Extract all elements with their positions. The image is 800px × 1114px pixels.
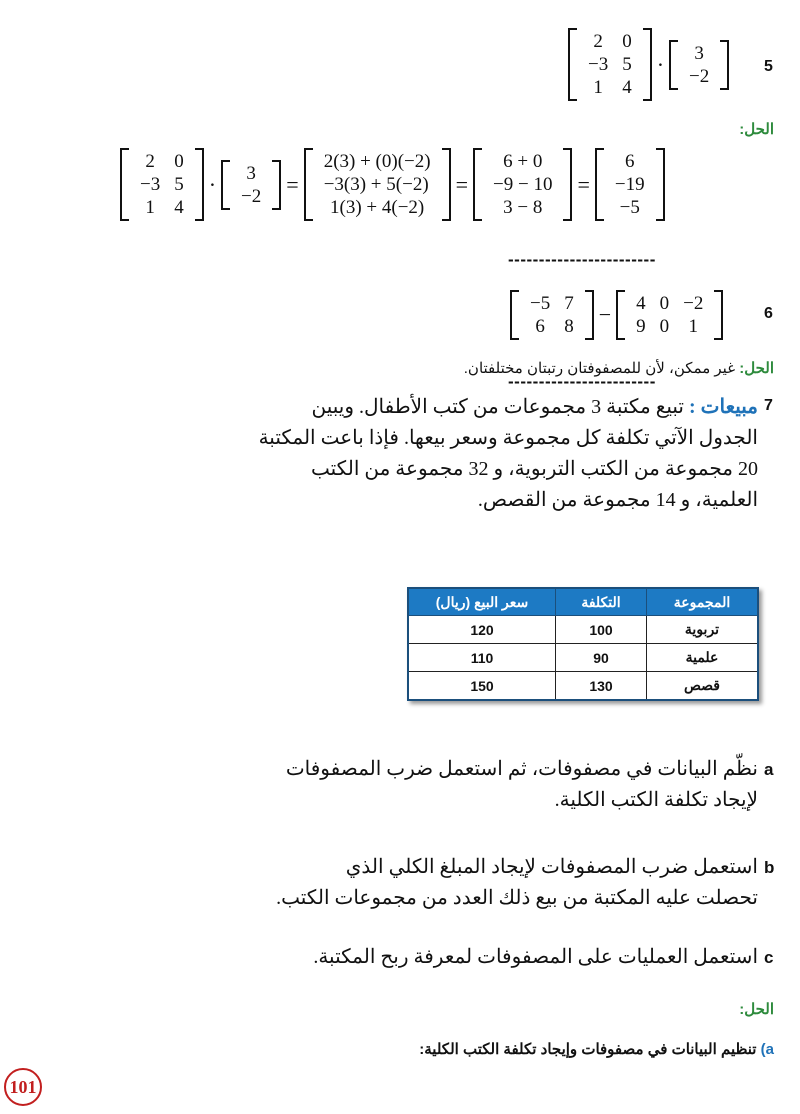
- q7-line: العلمية، و 14 مجموعة من القصص.: [477, 489, 758, 511]
- q5-solution: [120, 148, 665, 221]
- matrix-cell: −2: [683, 293, 704, 314]
- q5-problem: [568, 28, 729, 101]
- q6-solution-text: غير ممكن، لأن للمصفوفتان رتبتان مختلفتان.: [463, 360, 736, 377]
- table-cell: قصص: [647, 672, 759, 701]
- matrix-cell: −2: [689, 65, 710, 87]
- q5-sol-matrix-b: [221, 160, 281, 210]
- matrix-cell: 9: [636, 316, 646, 337]
- part-line: استعمل العمليات على المصفوفات لمعرفة ربح المكتبة.: [313, 946, 758, 968]
- table-header: المجموعة: [647, 588, 759, 616]
- part-line: تحصلت عليه المكتبة من بيع ذلك العدد من مجموعات الكتب.: [276, 887, 758, 909]
- table-cell: 110: [408, 644, 556, 672]
- matrix-cell: 5: [174, 174, 184, 195]
- q7-title: مبيعات :: [688, 396, 758, 418]
- part-a-letter: a: [764, 760, 774, 779]
- table-cell: علمية: [647, 644, 759, 672]
- page-number: 101: [4, 1068, 42, 1106]
- matrix-cell: 4: [636, 293, 646, 314]
- separator-2: ------------------------: [508, 372, 656, 391]
- matrix-cell: 2: [145, 151, 155, 172]
- solution-a-text: تنظيم البيانات في مصفوفات وإيجاد تكلفة الكتب الكلية:: [419, 1041, 757, 1058]
- dot-operator: ·: [656, 51, 665, 77]
- table-cell: 100: [556, 616, 647, 644]
- q7-data-table: [407, 587, 759, 701]
- q5-number: 5: [764, 58, 773, 75]
- q5-step2-matrix: [473, 148, 572, 221]
- q6-problem: [510, 290, 723, 340]
- table-cell: 130: [556, 672, 647, 701]
- part-b-text: [58, 852, 758, 914]
- equals-sign: =: [455, 171, 469, 197]
- matrix-cell: 4: [174, 197, 184, 218]
- table-row: [408, 644, 758, 672]
- table-cell: تربوية: [647, 616, 759, 644]
- matrix-cell: 3: [246, 162, 256, 184]
- matrix-cell: 6: [535, 316, 545, 337]
- solution-a-paren: ): [760, 1041, 766, 1058]
- matrix-cell: 4: [622, 77, 632, 98]
- table-cell: 90: [556, 644, 647, 672]
- matrix-cell: −3: [140, 174, 161, 195]
- matrix-cell: −5: [619, 197, 640, 218]
- part-c-letter: c: [764, 948, 774, 967]
- q5-step1-matrix: [304, 148, 451, 221]
- matrix-cell: 2(3) + (0)(−2): [323, 151, 431, 172]
- matrix-cell: 2: [593, 31, 603, 52]
- matrix-cell: 1: [593, 77, 603, 98]
- matrix-cell: 6: [624, 151, 635, 172]
- q6-matrix-b: [616, 290, 723, 340]
- matrix-cell: 7: [564, 293, 574, 314]
- matrix-cell: 0: [659, 316, 670, 337]
- dot-operator: ·: [208, 171, 217, 197]
- equals-sign: =: [577, 171, 590, 197]
- matrix-cell: −5: [530, 293, 551, 314]
- matrix-cell: −9 − 10: [493, 174, 553, 195]
- matrix-cell: −3: [588, 54, 609, 75]
- table-row: [408, 616, 758, 644]
- q7-line: تبيع مكتبة 3 مجموعات من كتب الأطفال. ويبين: [311, 396, 684, 418]
- q7-problem-text: [58, 392, 758, 516]
- matrix-cell: 0: [622, 31, 632, 52]
- solution-a-letter: a: [765, 1041, 774, 1058]
- q6-solution-label: الحل:: [739, 360, 774, 377]
- matrix-cell: 1(3) + 4(−2): [330, 197, 425, 218]
- matrix-cell: 1: [688, 316, 698, 337]
- table-cell: 120: [408, 616, 556, 644]
- part-line: لإيجاد تكلفة الكتب الكلية.: [554, 789, 758, 811]
- part-c-text: [58, 942, 758, 973]
- matrix-cell: −2: [241, 185, 262, 207]
- part-line: نظّم البيانات في مصفوفات، ثم استعمل ضرب المصفوفات: [285, 758, 758, 780]
- matrix-cell: 1: [145, 197, 155, 218]
- q6-matrix-a: [510, 290, 594, 340]
- equals-sign: =: [286, 171, 299, 197]
- table-cell: 150: [408, 672, 556, 701]
- q7-solution-a: [419, 1040, 774, 1058]
- matrix-cell: 5: [622, 54, 632, 75]
- matrix-cell: 3: [694, 42, 704, 64]
- q7-line: 20 مجموعة من الكتب التربوية، و 32 مجموعة من الكتب: [311, 458, 758, 480]
- matrix-cell: −3(3) + 5(−2): [323, 174, 429, 195]
- table-row: [408, 672, 758, 701]
- part-line: استعمل ضرب المصفوفات لإيجاد المبلغ الكلي الذي: [345, 856, 758, 878]
- matrix-cell: 0: [174, 151, 184, 172]
- part-b-letter: b: [764, 858, 775, 877]
- matrix-cell: −19: [614, 174, 645, 195]
- q7-line: الجدول الآتي تكلفة كل مجموعة وسعر بيعها. فإذا باعت المكتبة: [258, 427, 758, 449]
- q6-number: 6: [764, 305, 773, 322]
- table-header: التكلفة: [556, 588, 647, 616]
- table-header: سعر البيع (ريال): [408, 588, 556, 616]
- separator-1: ------------------------: [508, 250, 656, 269]
- minus-operator: −: [598, 302, 612, 327]
- q5-matrix-b: [669, 40, 729, 90]
- matrix-cell: 8: [564, 316, 574, 337]
- matrix-cell: 0: [659, 293, 670, 314]
- q5-result-matrix: [595, 148, 665, 221]
- q7-number: 7: [764, 397, 773, 414]
- matrix-cell: 6 + 0: [503, 151, 543, 172]
- q5-sol-matrix-a: [120, 148, 204, 221]
- q7-solution-label: الحل:: [739, 1001, 774, 1018]
- part-a-text: [58, 754, 758, 816]
- q5-matrix-a: [568, 28, 652, 101]
- q5-solution-label: الحل:: [739, 121, 774, 138]
- matrix-cell: 3 − 8: [503, 197, 543, 218]
